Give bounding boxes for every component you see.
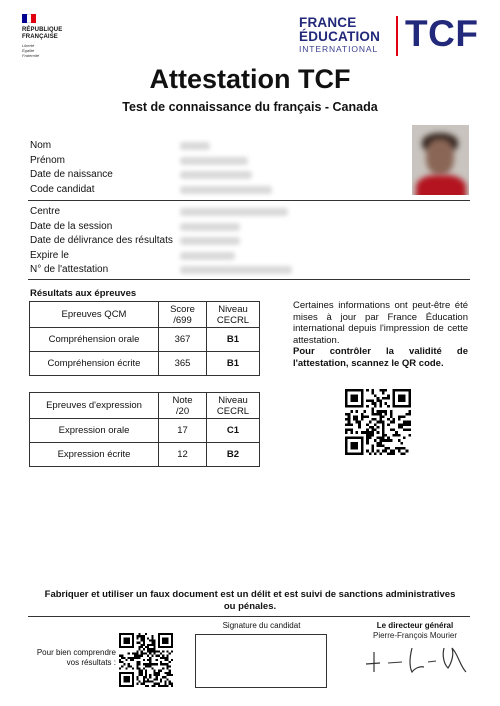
redacted-value bbox=[180, 252, 235, 260]
document-subtitle: Test de connaissance du français - Canada bbox=[122, 100, 378, 114]
redacted-value bbox=[180, 186, 272, 194]
motto-line-1: Liberté bbox=[22, 43, 35, 48]
header-cell bbox=[207, 393, 260, 419]
table-row bbox=[30, 443, 260, 467]
cell-test-name: Compréhension orale bbox=[30, 328, 159, 352]
motto-line-3: Fraternité bbox=[22, 53, 40, 58]
director-title: Le directeur général bbox=[376, 621, 454, 630]
redacted-value bbox=[180, 266, 292, 274]
label-nom: Nom bbox=[30, 140, 52, 151]
table-header-row bbox=[30, 393, 260, 419]
candidate-signature-label: Signature du candidat bbox=[222, 621, 301, 630]
cell-score: 12 bbox=[159, 443, 207, 467]
cell-test-name: Expression écrite bbox=[30, 443, 159, 467]
info-row-number bbox=[30, 263, 410, 278]
label-birthdate: Date de naissance bbox=[30, 169, 113, 180]
info-row-prenom bbox=[30, 154, 410, 169]
header-cell bbox=[159, 302, 207, 328]
france-education-international-logo bbox=[299, 16, 391, 55]
header-cell bbox=[207, 302, 260, 328]
republique-line-2: FRANÇAISE bbox=[22, 34, 58, 40]
candidate-signature-box bbox=[195, 634, 327, 688]
results-qr-code-icon[interactable] bbox=[119, 633, 173, 687]
french-flag-icon bbox=[22, 14, 36, 23]
document-title: Attestation TCF bbox=[149, 64, 351, 94]
header-cell: Epreuves d'expression bbox=[30, 393, 159, 419]
label-code: Code candidat bbox=[30, 183, 95, 195]
label-delivery-date: Date de délivrance des résultats bbox=[30, 235, 173, 246]
motto-line-2: Égalité bbox=[22, 48, 35, 53]
header-level: Niveau CECRL bbox=[216, 394, 250, 417]
header-note: Note /20 bbox=[172, 394, 193, 417]
info-row-centre bbox=[30, 205, 410, 220]
republique-line-1: RÉPUBLIQUE bbox=[22, 27, 63, 33]
divider-bottom bbox=[28, 279, 470, 280]
org-line-1: FRANCE bbox=[299, 15, 357, 30]
results-title: Résultats aux épreuves bbox=[30, 288, 137, 299]
table-row bbox=[30, 352, 260, 376]
notice-bold: Pour contrôler la validité de l'attestation, scannez le QR code. bbox=[293, 346, 468, 369]
cell-test-name: Compréhension écrite bbox=[30, 352, 159, 376]
header-score: Score /699 bbox=[170, 303, 195, 326]
info-row-nom bbox=[30, 139, 410, 154]
table-row bbox=[30, 419, 260, 443]
redacted-value bbox=[180, 171, 252, 179]
cell-test-name: Expression orale bbox=[30, 419, 159, 443]
label-expiry: Expire le bbox=[30, 249, 69, 261]
header-cell: Epreuves QCM bbox=[30, 302, 159, 328]
table-header-row bbox=[30, 302, 260, 328]
header-level: Niveau CECRL bbox=[216, 303, 250, 326]
label-prenom: Prénom bbox=[30, 154, 66, 166]
info-row-code bbox=[30, 183, 410, 198]
info-row-birthdate bbox=[30, 168, 410, 183]
validation-qr-code-icon[interactable] bbox=[345, 389, 411, 455]
info-row-expiry bbox=[30, 249, 410, 264]
divider-top bbox=[28, 200, 470, 201]
director-signature-icon bbox=[362, 642, 472, 683]
logo-divider bbox=[396, 16, 398, 56]
candidate-photo bbox=[412, 125, 469, 195]
cell-score: 17 bbox=[159, 419, 207, 443]
table-row bbox=[30, 328, 260, 352]
redacted-value bbox=[180, 157, 248, 165]
redacted-value bbox=[180, 237, 240, 245]
info-row-session-date bbox=[30, 220, 410, 235]
org-line-2: ÉDUCATION bbox=[299, 29, 381, 44]
redacted-value bbox=[180, 142, 210, 150]
cell-score: 367 bbox=[159, 328, 207, 352]
director-name: Pierre-François Mourier bbox=[372, 631, 458, 640]
footer-divider bbox=[28, 616, 470, 617]
notice-text: Certaines informations ont peut-être été mises à jour par France Éducation international depuis l'impression de cette attestation. bbox=[293, 300, 468, 346]
org-line-3: INTERNATIONAL bbox=[299, 44, 379, 54]
cell-level: B2 bbox=[207, 443, 260, 467]
redacted-value bbox=[180, 223, 240, 231]
label-session-date: Date de la session bbox=[30, 220, 113, 232]
label-number: N° de l'attestation bbox=[30, 264, 109, 275]
expression-table bbox=[29, 392, 260, 467]
results-guide-label: Pour bien comprendre vos résultats : bbox=[36, 648, 116, 667]
session-info bbox=[30, 205, 410, 278]
validity-notice bbox=[293, 300, 468, 369]
cell-level: B1 bbox=[207, 328, 260, 352]
tcf-logo: TCF bbox=[405, 13, 479, 54]
cell-level: C1 bbox=[207, 419, 260, 443]
fraud-warning: Fabriquer et utiliser un faux document est un délit et est suivi de sanctions administratives ou pénales. bbox=[44, 589, 456, 612]
label-centre: Centre bbox=[30, 206, 61, 217]
qcm-table bbox=[29, 301, 260, 376]
candidate-info bbox=[30, 139, 410, 197]
redacted-value bbox=[180, 208, 288, 216]
header-cell bbox=[159, 393, 207, 419]
info-row-delivery-date bbox=[30, 234, 410, 249]
motto bbox=[22, 43, 82, 58]
cell-level: B1 bbox=[207, 352, 260, 376]
republique-francaise-logo bbox=[22, 14, 82, 58]
cell-score: 365 bbox=[159, 352, 207, 376]
